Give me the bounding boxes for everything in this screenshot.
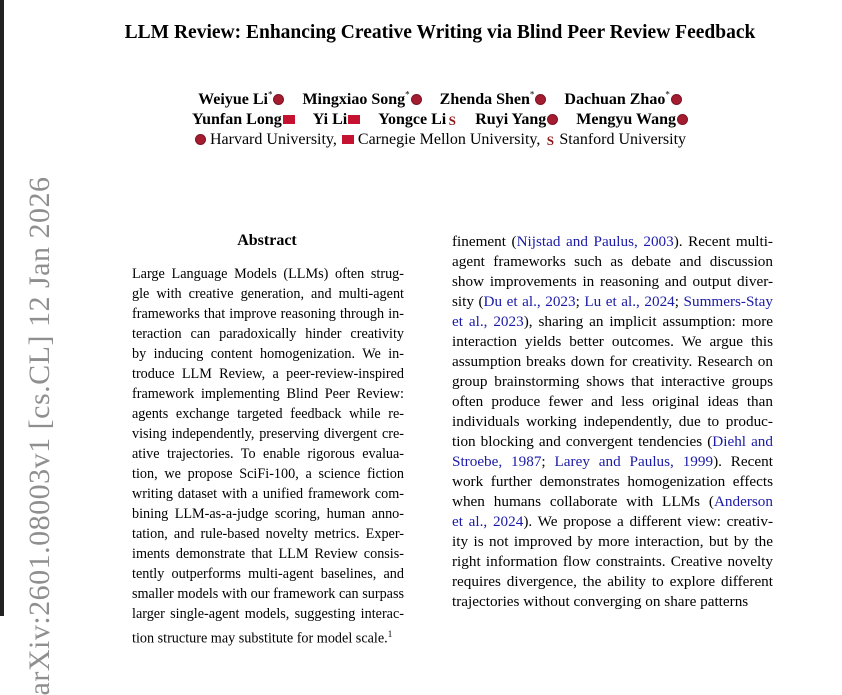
affiliation-separator: , bbox=[332, 131, 341, 148]
author-name-text: Yongce Li bbox=[378, 111, 447, 128]
author-name bbox=[192, 111, 295, 128]
affiliation-separator: , bbox=[536, 131, 545, 148]
body-text: group brainstorming shows that interactive groups bbox=[452, 373, 773, 390]
abstract-line bbox=[132, 404, 404, 424]
equal-contribution-mark: * bbox=[405, 90, 410, 100]
citation-link[interactable]: et al., 2024 bbox=[452, 513, 524, 530]
author-name bbox=[378, 111, 457, 128]
body-line bbox=[452, 392, 773, 412]
author-name-text: Weiyue Li bbox=[198, 91, 268, 109]
body-text: ). Recent multi- bbox=[673, 233, 773, 250]
abstract-line bbox=[132, 324, 404, 344]
body-text: individuals working independently, due to produc- bbox=[452, 413, 773, 430]
abstract-line bbox=[132, 304, 404, 324]
body-text: ). Recent bbox=[713, 453, 773, 470]
abstract-heading: Abstract bbox=[237, 232, 297, 249]
abstract-line bbox=[132, 384, 404, 404]
stanford-logo-icon: S bbox=[448, 113, 456, 128]
author-name bbox=[440, 91, 547, 108]
abstract-line bbox=[132, 624, 404, 647]
author-name-text: Mingxiao Song bbox=[302, 91, 406, 109]
body-text: ; bbox=[674, 293, 684, 310]
abstract-line bbox=[132, 464, 404, 484]
abstract-line bbox=[132, 424, 404, 444]
body-line bbox=[452, 492, 773, 512]
body-line bbox=[452, 312, 773, 332]
body-text: ; bbox=[575, 293, 585, 310]
author-name bbox=[475, 111, 558, 128]
abstract-line-text: framework implementing Blind Peer Review: bbox=[132, 386, 404, 402]
abstract-line bbox=[132, 344, 404, 364]
abstract-line bbox=[132, 484, 404, 504]
body-text: finement ( bbox=[452, 233, 517, 250]
arxiv-stamp: arXiv:2601.08003v1 [cs.CL] 12 Jan 2026 bbox=[23, 176, 56, 695]
equal-contribution-mark: * bbox=[665, 90, 670, 100]
body-text: ity is not improved by more interaction, but by the bbox=[452, 533, 773, 550]
author-name-text: Dachuan Zhao bbox=[564, 91, 666, 109]
cmu-logo-icon bbox=[348, 115, 360, 124]
abstract-line-text: teraction can paradoxically hinder creativity bbox=[132, 326, 404, 342]
abstract-line-text: by inducing content homogenization. We in- bbox=[132, 346, 404, 362]
cmu-logo-icon bbox=[342, 135, 354, 144]
footnote-mark[interactable]: 1 bbox=[387, 629, 393, 639]
body-text: right information flow constraints. Creative novelty bbox=[452, 553, 773, 570]
body-text: sity ( bbox=[452, 293, 484, 310]
citation-link[interactable]: Stroebe, 1987 bbox=[452, 453, 542, 470]
citation-link[interactable]: Du et al., 2023 bbox=[483, 293, 576, 310]
body-text: when humans collaborate with LLMs ( bbox=[452, 493, 714, 510]
abstract-line bbox=[132, 584, 404, 604]
body-text: show improvements in reasoning and output diver- bbox=[452, 273, 773, 290]
body-line bbox=[452, 552, 773, 572]
author-list-row2 bbox=[0, 111, 842, 129]
harvard-logo-icon bbox=[273, 94, 284, 105]
body-line bbox=[452, 432, 773, 452]
affiliations bbox=[0, 131, 842, 149]
abstract-line bbox=[132, 524, 404, 544]
author-name bbox=[302, 91, 421, 108]
abstract-line-text: tently outperforms multi-agent baselines, and bbox=[132, 566, 404, 582]
citation-link[interactable]: et al., 2023 bbox=[452, 313, 524, 330]
equal-contribution-mark: * bbox=[267, 90, 273, 100]
harvard-logo-icon bbox=[671, 94, 682, 105]
author-name-text: Ruyi Yang bbox=[475, 111, 547, 128]
author-name bbox=[198, 91, 284, 108]
author-name bbox=[564, 91, 681, 108]
abstract-line bbox=[132, 544, 404, 564]
author-name-text: Mengyu Wang bbox=[576, 111, 676, 128]
equal-contribution-mark: * bbox=[529, 90, 535, 100]
paper-title: LLM Review: Enhancing Creative Writing via Blind Peer Review Feedback bbox=[124, 22, 756, 43]
affiliation-name: Stanford University bbox=[555, 131, 687, 148]
abstract-line-text: troduce LLM Review, a peer-review-inspired bbox=[132, 366, 404, 382]
cmu-logo-icon bbox=[283, 115, 295, 124]
affiliation-name: Carnegie Mellon University bbox=[353, 131, 537, 148]
abstract-line-text: frameworks that improve reasoning through in- bbox=[132, 306, 404, 322]
body-line bbox=[452, 232, 773, 252]
body-line bbox=[452, 592, 773, 612]
body-line bbox=[452, 292, 773, 312]
citation-link[interactable]: Lu et al., 2024 bbox=[584, 293, 675, 310]
body-text: ). We propose a different view: creativ- bbox=[523, 513, 773, 530]
stanford-logo-icon: S bbox=[546, 133, 554, 148]
author-name-text: Yi Li bbox=[312, 111, 348, 128]
abstract-line-text: tation, and rule-based novelty metrics. Exper- bbox=[132, 526, 404, 542]
abstract-line bbox=[132, 284, 404, 304]
body-text: interaction yields better outcomes. We argue this bbox=[452, 333, 773, 350]
abstract-line-text: tion structure may substitute for model scale. bbox=[132, 630, 388, 647]
author-name bbox=[576, 111, 688, 128]
citation-link[interactable]: Nijstad and Paulus, 2003 bbox=[516, 233, 674, 250]
body-line bbox=[452, 352, 773, 372]
abstract-line-text: gle with creative generation, and multi-agent bbox=[132, 286, 404, 302]
body-text: often produce fewer and less original ideas than bbox=[452, 393, 773, 410]
abstract-line bbox=[132, 504, 404, 524]
abstract-line-text: iments demonstrate that LLM Review consis- bbox=[132, 546, 404, 562]
citation-link[interactable]: Larey and Paulus, 1999 bbox=[554, 453, 714, 470]
body-line bbox=[452, 452, 773, 472]
abstract-line-text: vising independently, preserving divergent cre- bbox=[132, 426, 404, 442]
body-text: trajectories without converging on share patterns bbox=[452, 593, 749, 610]
body-line bbox=[452, 252, 773, 272]
harvard-logo-icon bbox=[535, 94, 546, 105]
body-text: ; bbox=[541, 453, 555, 470]
body-line bbox=[452, 532, 773, 552]
harvard-logo-icon bbox=[547, 114, 558, 125]
citation-link[interactable]: Diehl and bbox=[712, 433, 773, 450]
abstract-line-text: smaller models with our framework can surpass bbox=[132, 586, 404, 602]
abstract-line-text: bining LLM-as-a-judge scoring, human anno- bbox=[132, 506, 404, 522]
body-text: agent frameworks such as debate and discussion bbox=[452, 253, 773, 270]
body-text-column bbox=[452, 232, 773, 612]
abstract-line bbox=[132, 604, 404, 624]
abstract-line bbox=[132, 364, 404, 384]
abstract-line-text: ative trajectories. To enable rigorous evalua- bbox=[132, 446, 404, 462]
body-text: work further demonstrates homogenization effects bbox=[452, 473, 773, 490]
abstract-line bbox=[132, 264, 404, 284]
body-line bbox=[452, 512, 773, 532]
body-text: ), sharing an implicit assumption: more bbox=[523, 313, 773, 330]
body-text: requires divergence, the ability to explore different bbox=[452, 573, 773, 590]
abstract-line bbox=[132, 564, 404, 584]
body-text: tion blocking and convergent tendencies ( bbox=[452, 433, 713, 450]
body-line bbox=[452, 332, 773, 352]
body-line bbox=[452, 572, 773, 592]
affiliation-name: Harvard University bbox=[205, 131, 333, 148]
harvard-logo-icon bbox=[677, 114, 688, 125]
body-line bbox=[452, 412, 773, 432]
citation-link[interactable]: Anderson bbox=[713, 493, 773, 510]
abstract-line-text: writing dataset with a unified framework com- bbox=[132, 486, 404, 502]
abstract-line bbox=[132, 444, 404, 464]
body-line bbox=[452, 472, 773, 492]
citation-link[interactable]: Summers-Stay bbox=[683, 293, 773, 310]
abstract-line-text: tion, we propose SciFi-100, a science fiction bbox=[132, 466, 404, 482]
abstract-line-text: Large Language Models (LLMs) often strug- bbox=[132, 266, 404, 282]
body-line bbox=[452, 272, 773, 292]
body-line bbox=[452, 372, 773, 392]
body-text: assumption breaks down for creativity. Research on bbox=[452, 353, 773, 370]
author-name bbox=[313, 111, 361, 128]
harvard-logo-icon bbox=[411, 94, 422, 105]
author-list-row1 bbox=[0, 90, 842, 109]
abstract-line-text: agents exchange targeted feedback while re- bbox=[132, 406, 404, 422]
abstract-line-text: larger single-agent models, suggesting interac- bbox=[132, 606, 404, 622]
author-name-text: Yunfan Long bbox=[192, 111, 282, 128]
harvard-logo-icon bbox=[195, 134, 206, 145]
abstract-body bbox=[132, 264, 404, 647]
author-name-text: Zhenda Shen bbox=[439, 91, 530, 109]
